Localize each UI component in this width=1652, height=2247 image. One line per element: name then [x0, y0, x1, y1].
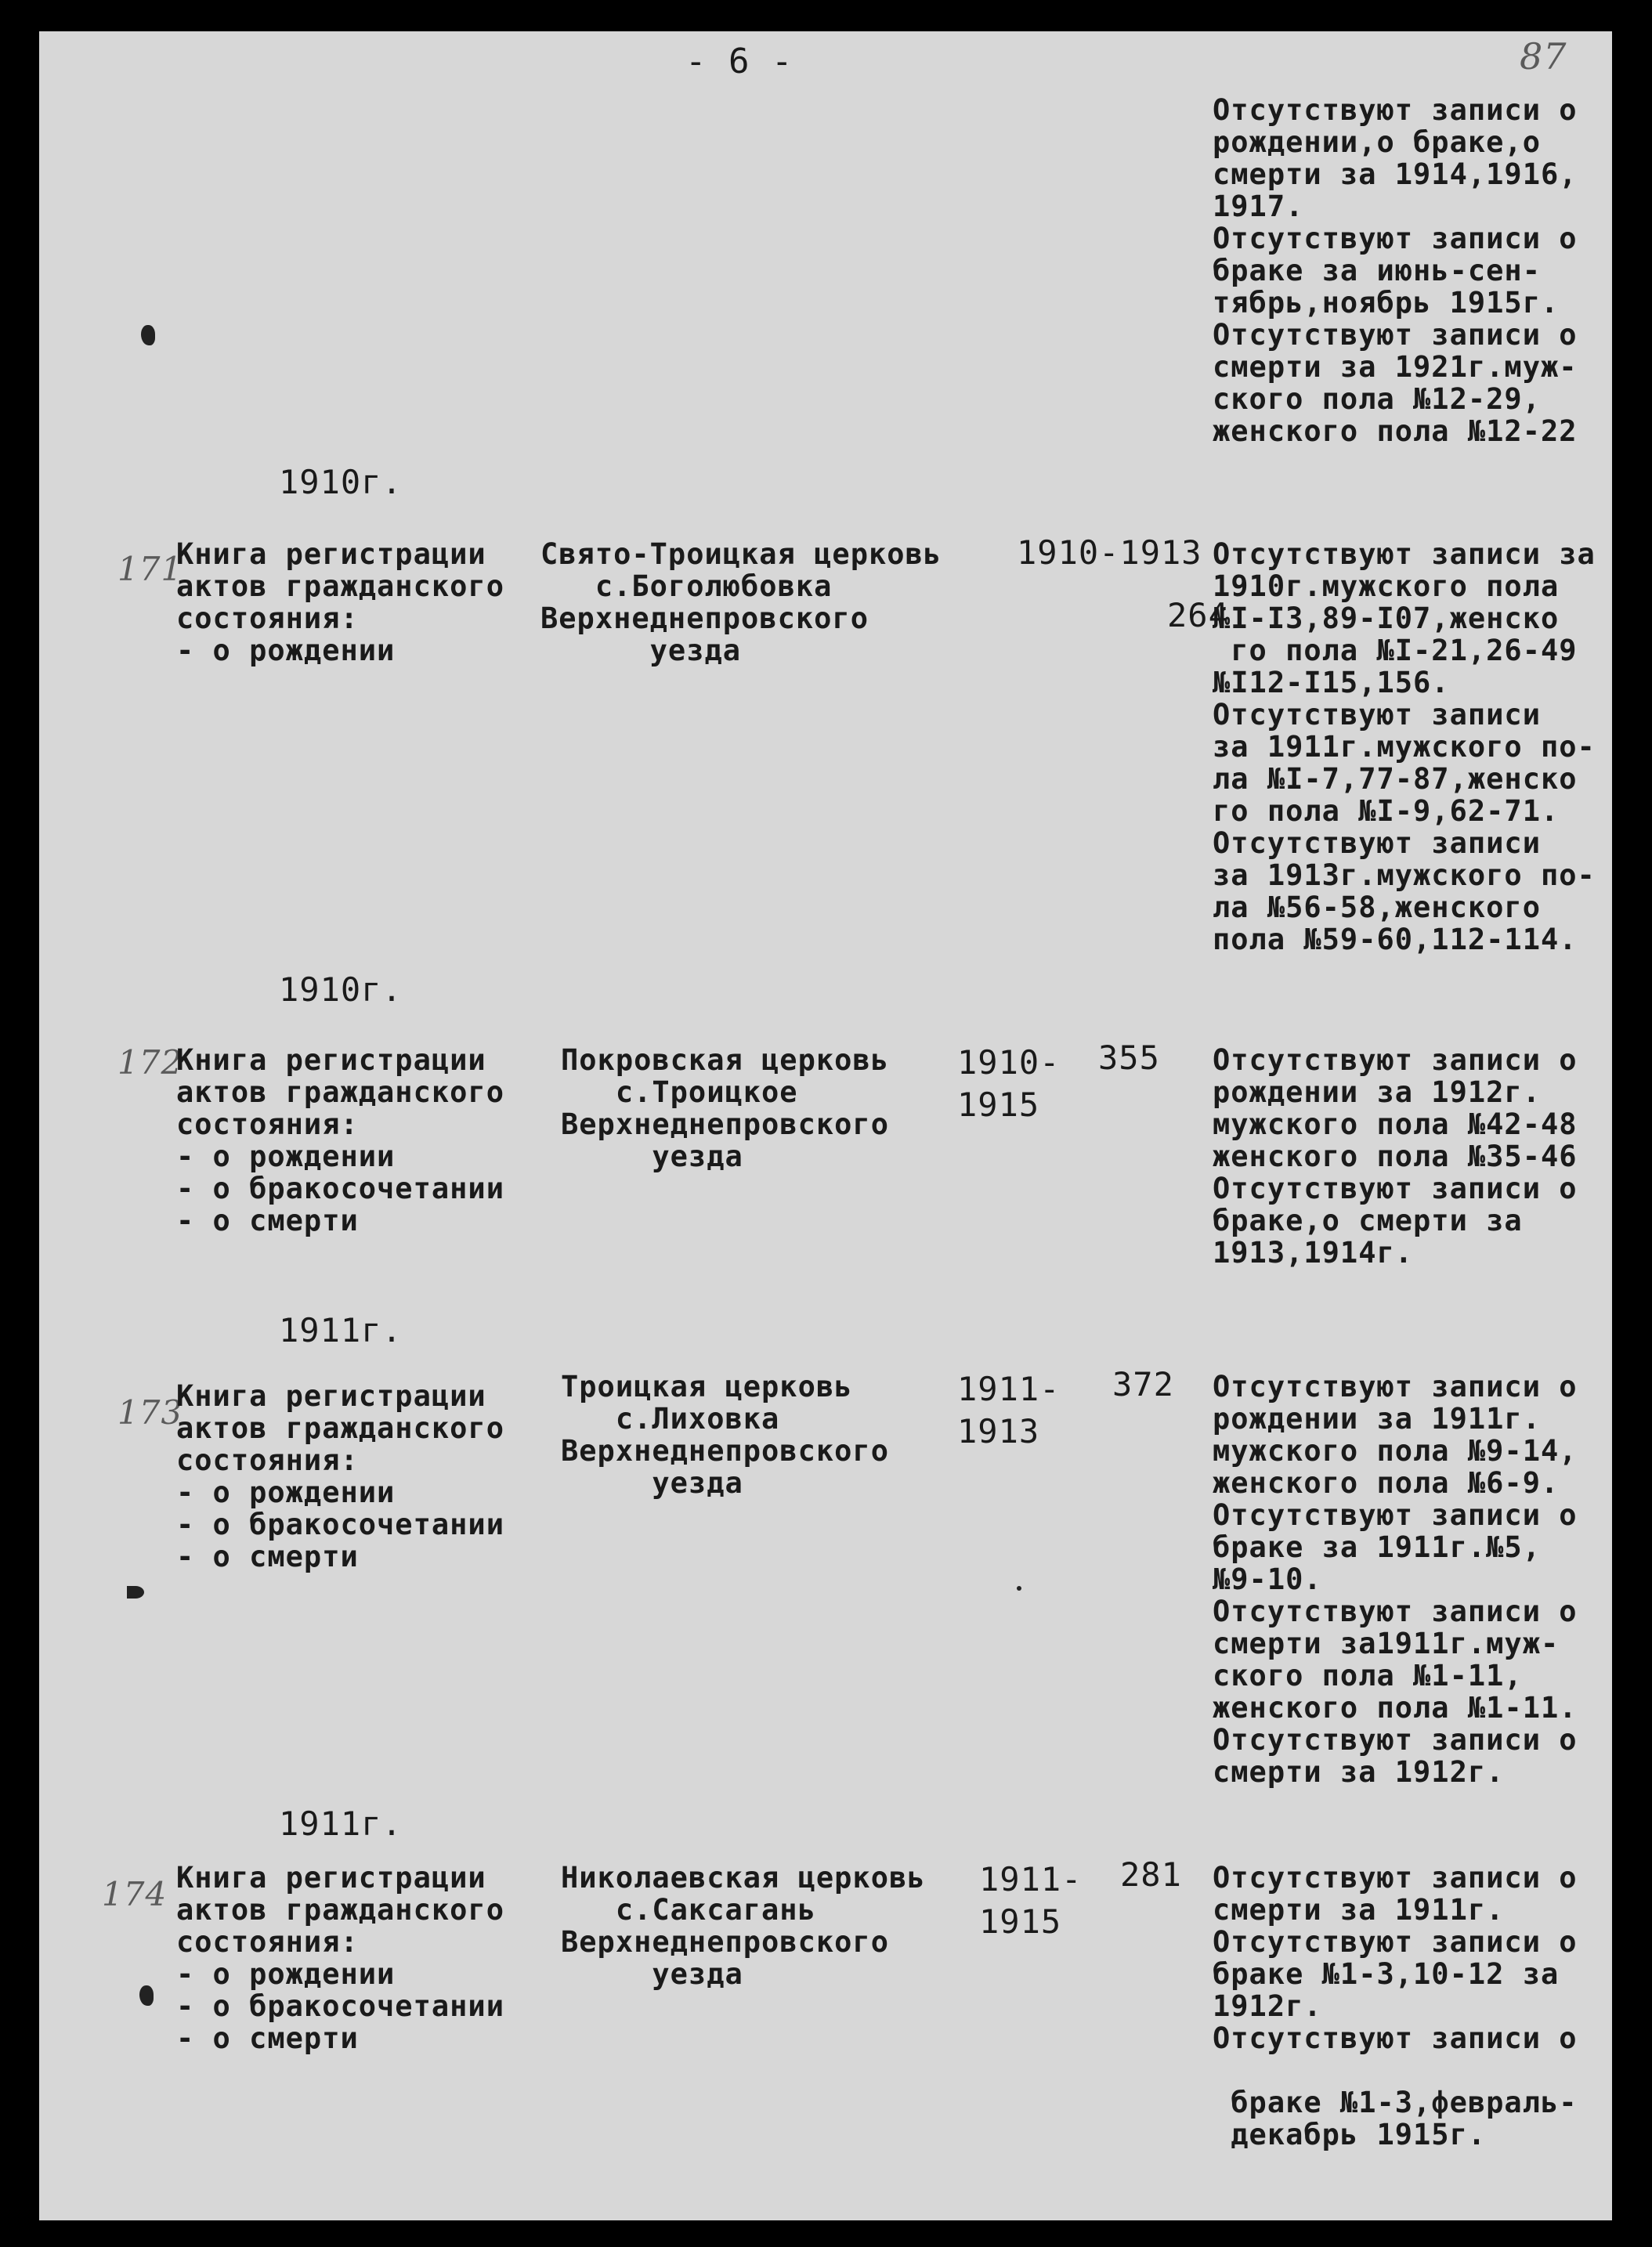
year-heading-3: 1911г. — [279, 1311, 403, 1349]
record-notes-2: Отсутствуют записи о рождении за 1912г. мужского пола №42-48 женского пола №35-46 Отсутствуют записи о браке,о смерти за 1913,1914г. — [1213, 1043, 1578, 1270]
handwritten-record-number-4: 174 — [102, 1875, 168, 1913]
year-heading-4: 1911г. — [279, 1804, 403, 1843]
record-title-1: Книга регистрации актов гражданского состояния: - о рождении — [176, 537, 504, 667]
record-dates-1: 1910-1913 — [1017, 533, 1202, 572]
record-notes-3: Отсутствуют записи о рождении за 1911г. мужского пола №9-14, женского пола №6-9. Отсутствуют записи о браке за 1911г.№5, №9-10. Отсутствуют записи о смерти за1911г.муж- ского пола №1-11, женского пола №1-11. Отсутствуют записи о смерти за 1912г. — [1213, 1370, 1578, 1789]
record-notes-4: Отсутствуют записи о смерти за 1911г. Отсутствуют записи о браке №1-3,10-12 за 1912г. Отсутствуют записи о браке №1-3,февраль- декабрь 1915г. — [1213, 1861, 1578, 2151]
intro-note: Отсутствуют записи о рождении,о браке,о смерти за 1914,1916, 1917. Отсутствуют записи о браке за июнь-сен- тябрь,ноябрь 1915г. Отсутствуют записи о смерти за 1921г.муж- ского пола №12-29, женского пола №12-22 — [1213, 93, 1578, 448]
document-page — [39, 31, 1612, 2220]
record-sheets-4: 281 — [1120, 1855, 1182, 1894]
record-dates-4: 1911- 1915 — [979, 1860, 1083, 1941]
record-notes-1: Отсутствуют записи за 1910г.мужского пола №I-I3,89-I07,женско го пола №I-21,26-49 №I12-I15,156. Отсутствуют записи за 1911г.мужского по- ла №I-7,77-87,женско го пола №I-9,62-71. Отсутствуют записи за 1913г.мужского по- ла №56-58,женского пола №59-60,112-114. — [1213, 537, 1596, 956]
record-church-1: Свято-Троицкая церковь с.Боголюбовка Верхнеднепровского уезда — [540, 537, 942, 667]
ink-dot — [1017, 1586, 1021, 1591]
ink-mark — [127, 1586, 144, 1599]
record-title-3: Книга регистрации актов гражданского состояния: - о рождении - о бракосочетании - о смерти — [176, 1379, 504, 1573]
archive-folio-number: 87 — [1520, 35, 1567, 78]
handwritten-record-number-2: 172 — [117, 1043, 183, 1082]
page-number: - 6 - — [685, 42, 793, 81]
record-church-3: Троицкая церковь с.Лиховка Верхнеднепровского уезда — [561, 1370, 889, 1500]
record-dates-3: 1911- 1913 — [957, 1370, 1061, 1450]
record-church-4: Николаевская церковь с.Саксагань Верхнеднепровского уезда — [561, 1861, 926, 1991]
handwritten-record-number-1: 171 — [117, 550, 183, 588]
record-title-4: Книга регистрации актов гражданского состояния: - о рождении - о бракосочетании - о смерти — [176, 1861, 504, 2055]
ink-mark — [139, 1985, 154, 2006]
record-sheets-2: 355 — [1098, 1039, 1160, 1077]
ink-mark — [141, 325, 155, 345]
record-dates-2: 1910- 1915 — [957, 1043, 1061, 1124]
record-sheets-3: 372 — [1112, 1365, 1174, 1403]
record-church-2: Покровская церковь с.Троицкое Верхнеднепровского уезда — [561, 1043, 889, 1173]
year-heading-1: 1910г. — [279, 463, 403, 501]
year-heading-2: 1910г. — [279, 970, 403, 1009]
handwritten-record-number-3: 173 — [117, 1393, 183, 1432]
record-sheets-1: 264 — [1167, 596, 1229, 634]
record-title-2: Книга регистрации актов гражданского состояния: - о рождении - о бракосочетании - о смерти — [176, 1043, 504, 1237]
